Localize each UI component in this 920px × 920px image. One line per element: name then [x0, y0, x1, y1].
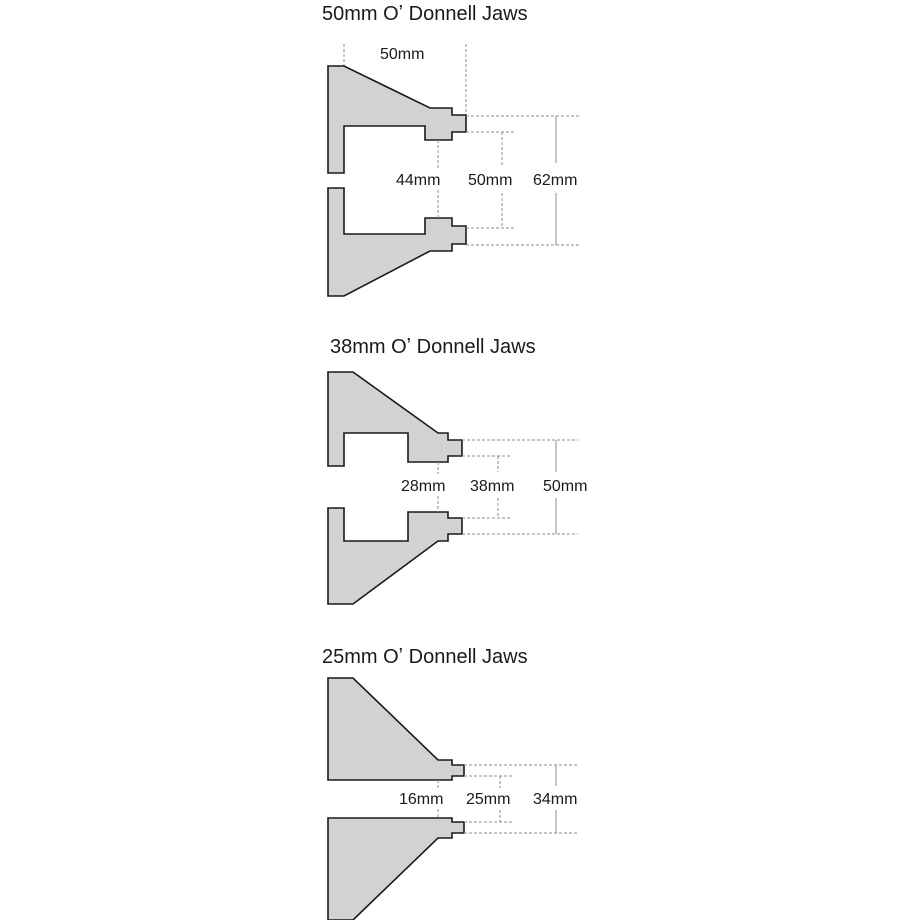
- lower-jaw: [328, 508, 462, 604]
- dimension-label-inner: 16mm: [399, 791, 444, 808]
- upper-jaw: [328, 372, 462, 466]
- upper-jaw: [328, 678, 464, 780]
- upper-jaw: [328, 66, 466, 173]
- section-50mm-jaws: [322, 3, 580, 296]
- section-38mm-jaws: [328, 336, 587, 604]
- dimension-label-middle: 38mm: [470, 478, 515, 495]
- dimension-label-inner: 44mm: [396, 172, 441, 189]
- section-25mm-jaws: [322, 646, 578, 920]
- section-title: 50mm Oʼ Donnell Jaws: [322, 3, 528, 25]
- dimension-label-middle: 50mm: [468, 172, 513, 189]
- width-label: 50mm: [380, 46, 425, 63]
- dimension-label-outer: 62mm: [533, 172, 578, 189]
- dimension-label-middle: 25mm: [466, 791, 511, 808]
- section-title: 25mm Oʼ Donnell Jaws: [322, 646, 528, 668]
- lower-jaw: [328, 188, 466, 296]
- dimension-label-outer: 50mm: [543, 478, 588, 495]
- dimension-label-outer: 34mm: [533, 791, 578, 808]
- lower-jaw: [328, 818, 464, 920]
- section-title: 38mm Oʼ Donnell Jaws: [330, 336, 536, 358]
- dimension-label-inner: 28mm: [401, 478, 446, 495]
